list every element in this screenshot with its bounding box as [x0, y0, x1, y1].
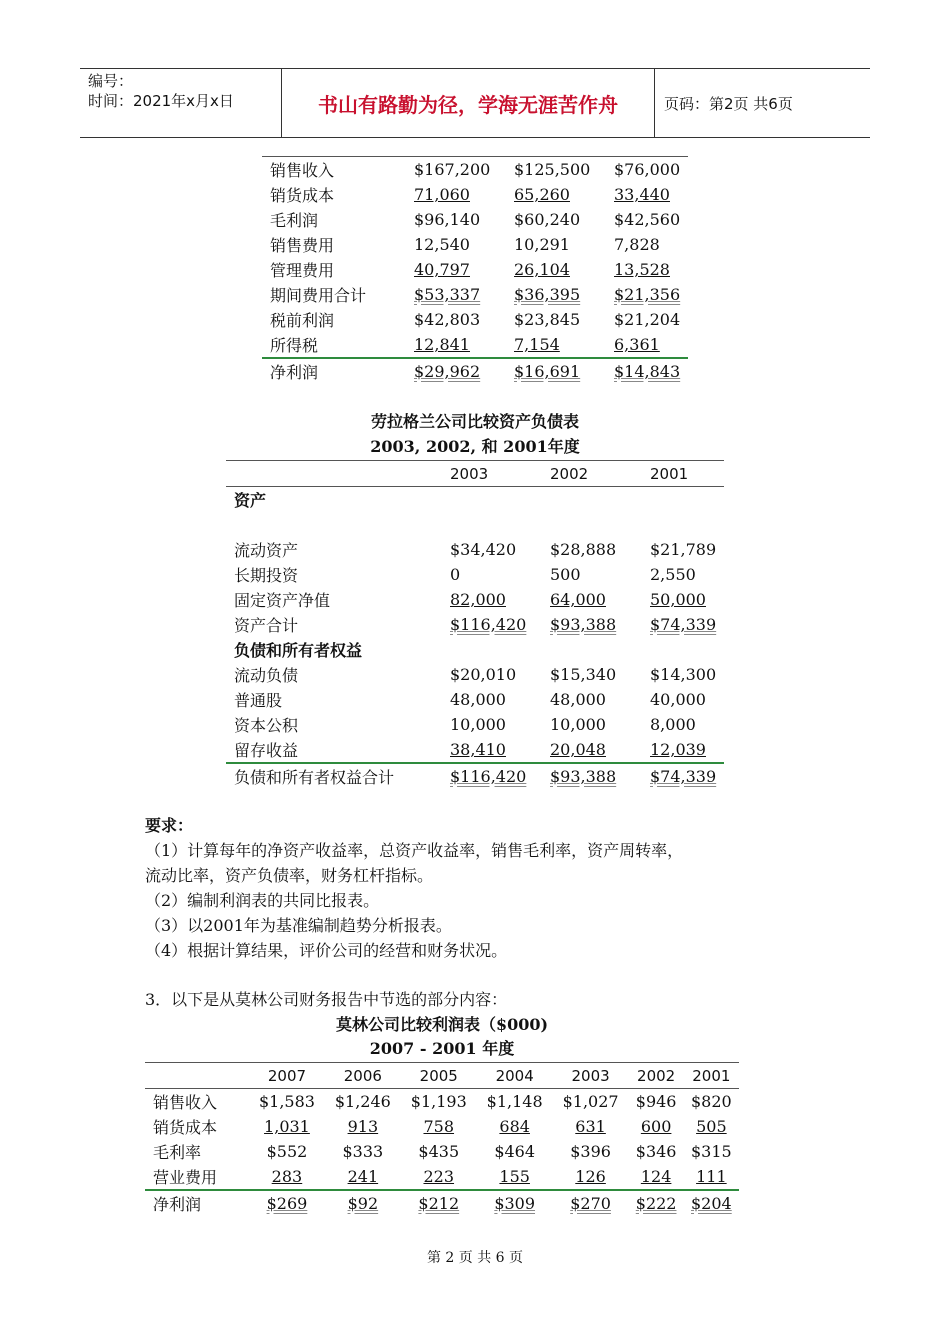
row-label: 资产: [234, 491, 267, 510]
value-cell: [550, 637, 650, 662]
value-cell: [450, 737, 550, 763]
value-cell: [614, 358, 688, 384]
cell-value: 38,410: [450, 740, 506, 759]
value-cell: [550, 662, 650, 687]
row-label: 净利润: [145, 1190, 249, 1216]
cell-value: 500: [550, 565, 581, 584]
cell-value: $92: [347, 1194, 379, 1213]
table-row: [226, 537, 724, 562]
value-cell: [629, 1089, 684, 1115]
header-page-label: 页码：第2页 共6页: [664, 94, 793, 113]
cell-value: 631: [575, 1117, 606, 1136]
cell-value: 20,048: [550, 740, 606, 759]
cell-value: 155: [499, 1167, 530, 1186]
value-cell: [650, 763, 724, 789]
cell-value: $76,000: [614, 160, 681, 179]
year-header: 2002: [550, 464, 589, 483]
cell-value: $820: [691, 1092, 732, 1111]
cell-value: $21,789: [650, 540, 717, 559]
value-cell: [614, 207, 688, 232]
cell-value: 0: [450, 565, 461, 584]
table-row: [226, 662, 724, 687]
cell-value: $315: [691, 1142, 732, 1161]
row-label: 销货成本: [270, 186, 335, 205]
year-header: 2006: [343, 1066, 382, 1085]
value-cell: [514, 232, 614, 257]
cell-value: $435: [418, 1142, 460, 1161]
cell-value: $167,200: [414, 160, 491, 179]
cell-value: $1,148: [486, 1092, 543, 1111]
value-cell: [450, 662, 550, 687]
value-cell: [614, 282, 688, 307]
value-cell: [650, 537, 724, 562]
value-cell: [650, 587, 724, 612]
value-cell: [477, 1114, 553, 1139]
cell-value: 7,828: [614, 235, 660, 254]
value-cell: [414, 182, 514, 207]
cell-value: $14,843: [614, 362, 681, 381]
page-footer: 第 2 页 共 6 页: [426, 1250, 524, 1266]
row-label: 资产合计: [234, 616, 299, 635]
header-meta: [80, 69, 282, 137]
value-cell: [614, 232, 688, 257]
value-cell: [414, 307, 514, 332]
value-cell: [450, 512, 550, 537]
row-label: 毛利率: [153, 1143, 202, 1162]
cell-value: $1,027: [562, 1092, 619, 1111]
row-label: 所得税: [270, 336, 319, 355]
row-label: 税前利润: [270, 311, 335, 330]
value-cell: [650, 737, 724, 763]
row-label: 销售费用: [270, 236, 335, 255]
value-cell: [614, 332, 688, 358]
value-cell: [414, 282, 514, 307]
value-cell: [414, 332, 514, 358]
value-cell: [650, 612, 724, 637]
year-header: 2002: [637, 1066, 676, 1085]
value-cell: [550, 737, 650, 763]
row-label: 留存收益: [234, 741, 299, 760]
income-table: [262, 156, 688, 384]
row-label: 期间费用合计: [270, 286, 367, 305]
value-cell: [514, 257, 614, 282]
value-cell: [401, 1190, 477, 1216]
year-header: 2007: [267, 1066, 307, 1085]
value-cell: [553, 1114, 629, 1139]
table-row: [226, 512, 724, 537]
table-row: [145, 1164, 739, 1190]
table-row: [226, 587, 724, 612]
value-cell: [249, 1089, 325, 1115]
value-cell: [629, 1114, 684, 1139]
cell-value: $20,010: [450, 665, 517, 684]
row-label: 管理费用: [270, 261, 335, 280]
morin-income-table: [145, 1062, 739, 1216]
cell-value: $16,691: [514, 362, 581, 381]
row-label: 流动负债: [234, 666, 299, 685]
value-cell: [614, 307, 688, 332]
table-row: [226, 637, 724, 662]
cell-value: $36,395: [514, 285, 581, 304]
cell-value: $333: [342, 1142, 384, 1161]
cell-value: $34,420: [450, 540, 517, 559]
value-cell: [514, 358, 614, 384]
row-label: 销货成本: [153, 1118, 218, 1137]
cell-value: 13,528: [614, 260, 670, 279]
table-row: [262, 257, 688, 282]
table-row: [226, 737, 724, 763]
row-label: 负债和所有者权益合计: [226, 763, 450, 789]
value-cell: [614, 157, 688, 183]
cell-value: $42,560: [614, 210, 681, 229]
value-cell: [414, 207, 514, 232]
cell-value: 2,550: [650, 565, 696, 584]
requirement-item: （3）以2001年为基准编制趋势分析报表。: [145, 916, 452, 935]
row-label: [226, 512, 450, 537]
value-cell: [650, 512, 724, 537]
cell-value: $93,388: [550, 615, 617, 634]
value-cell: [401, 1164, 477, 1190]
value-cell: [401, 1139, 477, 1164]
cell-value: $21,204: [614, 310, 681, 329]
value-cell: [249, 1164, 325, 1190]
row-label: 长期投资: [234, 566, 299, 585]
value-cell: [650, 562, 724, 587]
value-cell: [450, 763, 550, 789]
cell-value: 64,000: [550, 590, 606, 609]
section3-title: 莫林公司比较利润表（$000): [335, 1015, 549, 1034]
table-row: [226, 612, 724, 637]
header-blank: [145, 1063, 249, 1089]
value-cell: [249, 1190, 325, 1216]
requirements-title: 要求：: [145, 816, 194, 835]
cell-value: 12,540: [414, 235, 470, 254]
table-row: [226, 763, 724, 789]
value-cell: [514, 182, 614, 207]
value-cell: [401, 1089, 477, 1115]
row-label: 资本公积: [234, 716, 299, 735]
table-row: [262, 307, 688, 332]
cell-value: 8,000: [650, 715, 696, 734]
cell-value: 50,000: [650, 590, 706, 609]
requirement-item: 流动比率，资产负债率，财务杠杆指标。: [145, 866, 434, 885]
year-header: 2004: [495, 1066, 534, 1085]
section3-intro: 3．以下是从莫林公司财务报告中节选的部分内容：: [145, 990, 508, 1009]
value-cell: [550, 487, 650, 513]
year-header: 2001: [650, 464, 689, 483]
value-cell: [550, 587, 650, 612]
value-cell: [550, 512, 650, 537]
cell-value: $60,240: [514, 210, 581, 229]
value-cell: [450, 537, 550, 562]
table-row: [262, 157, 688, 183]
requirements: [145, 813, 805, 963]
requirement-item: （4）根据计算结果，评价公司的经营和财务状况。: [145, 941, 508, 960]
value-cell: [550, 712, 650, 737]
value-cell: [325, 1164, 401, 1190]
value-cell: [629, 1190, 684, 1216]
table-row: [262, 358, 688, 384]
page-header: [80, 68, 870, 138]
header-blank: [226, 461, 450, 487]
value-cell: [514, 282, 614, 307]
value-cell: [514, 332, 614, 358]
cell-value: $1,246: [334, 1092, 391, 1111]
morin-table-header: [145, 1063, 739, 1089]
row-label: 固定资产净值: [234, 591, 331, 610]
value-cell: [684, 1114, 739, 1139]
value-cell: [550, 763, 650, 789]
value-cell: [450, 712, 550, 737]
value-cell: [684, 1190, 739, 1216]
value-cell: [684, 1164, 739, 1190]
value-cell: [450, 612, 550, 637]
cell-value: 71,060: [414, 185, 470, 204]
table-row: [145, 1139, 739, 1164]
value-cell: [414, 157, 514, 183]
cell-value: 684: [499, 1117, 530, 1136]
cell-value: $346: [635, 1142, 677, 1161]
cell-value: $116,420: [450, 767, 527, 786]
cell-value: 12,841: [414, 335, 470, 354]
balance-table-subtitle: 2003, 2002, 和 2001年度: [370, 437, 580, 456]
table-row: [262, 207, 688, 232]
cell-value: 48,000: [550, 690, 606, 709]
cell-value: 48,000: [450, 690, 506, 709]
balance-table-header: [226, 461, 724, 487]
cell-value: $464: [494, 1142, 536, 1161]
row-label: 营业费用: [153, 1168, 218, 1187]
cell-value: 10,291: [514, 235, 570, 254]
cell-value: $15,340: [550, 665, 617, 684]
time-label: 时间：2021年x月x日: [88, 92, 234, 110]
cell-value: $93,388: [550, 767, 617, 786]
table-row: [145, 1190, 739, 1216]
cell-value: $53,337: [414, 285, 481, 304]
year-header: 2003: [571, 1066, 610, 1085]
value-cell: [650, 662, 724, 687]
value-cell: [477, 1164, 553, 1190]
cell-value: $74,339: [650, 767, 717, 786]
cell-value: 40,000: [650, 690, 706, 709]
cell-value: $396: [570, 1142, 611, 1161]
value-cell: [325, 1114, 401, 1139]
value-cell: [550, 537, 650, 562]
cell-value: $28,888: [550, 540, 617, 559]
value-cell: [414, 232, 514, 257]
row-label: 普通股: [234, 691, 283, 710]
table-row: [226, 712, 724, 737]
header-motto: 书山有路勤为径，学海无涯苦作舟: [282, 69, 655, 137]
table-row: [262, 232, 688, 257]
cell-value: $212: [418, 1194, 460, 1213]
cell-value: 26,104: [514, 260, 570, 279]
cell-value: 12,039: [650, 740, 706, 759]
value-cell: [514, 207, 614, 232]
requirement-item: （1）计算每年的净资产收益率，总资产收益率，销售毛利率，资产周转率，: [145, 841, 684, 860]
value-cell: [553, 1190, 629, 1216]
value-cell: [477, 1089, 553, 1115]
cell-value: 223: [423, 1167, 455, 1186]
value-cell: [650, 487, 724, 513]
requirement-item: （2）编制利润表的共同比报表。: [145, 891, 380, 910]
cell-value: $270: [570, 1194, 611, 1213]
cell-value: $14,300: [650, 665, 717, 684]
value-cell: [629, 1164, 684, 1190]
year-header: 2001: [692, 1066, 731, 1085]
cell-value: 1,031: [264, 1117, 310, 1136]
value-cell: [477, 1190, 553, 1216]
row-label: 流动资产: [234, 541, 299, 560]
cell-value: $42,803: [414, 310, 481, 329]
table-row: [262, 182, 688, 207]
cell-value: 82,000: [450, 590, 506, 609]
number-label: 编号：: [88, 72, 134, 90]
cell-value: $269: [266, 1194, 308, 1213]
cell-value: 65,260: [514, 185, 570, 204]
cell-value: $21,356: [614, 285, 681, 304]
cell-value: 126: [575, 1167, 606, 1186]
value-cell: [629, 1139, 684, 1164]
cell-value: $1,193: [410, 1092, 467, 1111]
table-row: [145, 1114, 739, 1139]
table-row: [226, 687, 724, 712]
value-cell: [553, 1139, 629, 1164]
cell-value: 10,000: [450, 715, 506, 734]
value-cell: [550, 687, 650, 712]
cell-value: $552: [266, 1142, 308, 1161]
value-cell: [477, 1139, 553, 1164]
value-cell: [614, 182, 688, 207]
value-cell: [325, 1089, 401, 1115]
row-label: 销售收入: [270, 161, 335, 180]
year-header: 2003: [450, 464, 489, 483]
value-cell: [553, 1164, 629, 1190]
value-cell: [414, 358, 514, 384]
value-cell: [650, 712, 724, 737]
value-cell: [325, 1190, 401, 1216]
table-row: [145, 1089, 739, 1115]
value-cell: [550, 612, 650, 637]
balance-table-title: 劳拉格兰公司比较资产负债表: [370, 412, 579, 431]
value-cell: [325, 1139, 401, 1164]
row-label: 销售收入: [153, 1093, 218, 1112]
value-cell: [450, 587, 550, 612]
row-label: 毛利润: [270, 211, 319, 230]
cell-value: 758: [423, 1117, 455, 1136]
cell-value: $23,845: [514, 310, 581, 329]
value-cell: [650, 637, 724, 662]
value-cell: [650, 687, 724, 712]
cell-value: $74,339: [650, 615, 717, 634]
cell-value: $96,140: [414, 210, 481, 229]
cell-value: 600: [640, 1117, 672, 1136]
section3-subtitle: 2007 - 2001 年度: [369, 1039, 515, 1058]
value-cell: [550, 562, 650, 587]
value-cell: [450, 487, 550, 513]
cell-value: 33,440: [614, 185, 670, 204]
cell-value: 124: [640, 1167, 672, 1186]
cell-value: $125,500: [514, 160, 591, 179]
cell-value: $1,583: [258, 1092, 315, 1111]
table-row: [226, 487, 724, 513]
row-label: 净利润: [262, 358, 414, 384]
value-cell: [249, 1139, 325, 1164]
value-cell: [684, 1089, 739, 1115]
cell-value: $29,962: [414, 362, 481, 381]
cell-value: $204: [691, 1194, 732, 1213]
cell-value: 111: [696, 1167, 727, 1186]
cell-value: $222: [635, 1194, 677, 1213]
cell-value: 241: [347, 1167, 379, 1186]
cell-value: 10,000: [550, 715, 606, 734]
value-cell: [414, 257, 514, 282]
cell-value: 40,797: [414, 260, 470, 279]
table-row: [226, 562, 724, 587]
cell-value: 913: [347, 1117, 379, 1136]
row-label: 负债和所有者权益: [234, 641, 363, 660]
year-header: 2005: [419, 1066, 458, 1085]
table-row: [262, 332, 688, 358]
value-cell: [553, 1089, 629, 1115]
cell-value: $116,420: [450, 615, 527, 634]
value-cell: [514, 307, 614, 332]
value-cell: [514, 157, 614, 183]
value-cell: [401, 1114, 477, 1139]
cell-value: 283: [271, 1167, 303, 1186]
value-cell: [249, 1114, 325, 1139]
value-cell: [684, 1139, 739, 1164]
cell-value: 505: [696, 1117, 727, 1136]
cell-value: $309: [494, 1194, 536, 1213]
table-row: [262, 282, 688, 307]
value-cell: [614, 257, 688, 282]
value-cell: [450, 637, 550, 662]
cell-value: $946: [635, 1092, 677, 1111]
value-cell: [450, 687, 550, 712]
cell-value: 7,154: [514, 335, 560, 354]
balance-table: [226, 460, 724, 789]
value-cell: [450, 562, 550, 587]
cell-value: 6,361: [614, 335, 660, 354]
